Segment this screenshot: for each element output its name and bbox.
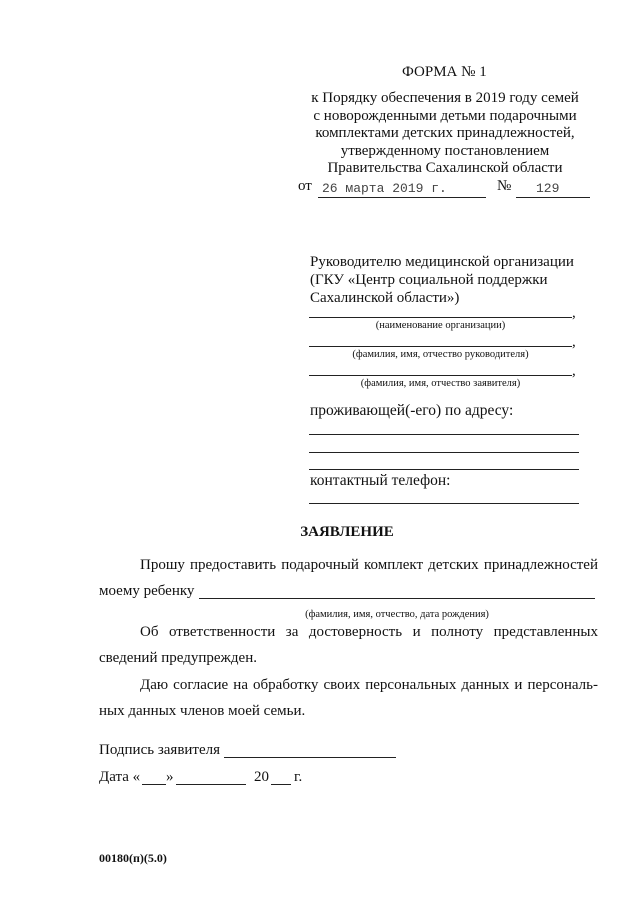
date-year-line[interactable] bbox=[271, 784, 291, 785]
date-year-suffix: г. bbox=[294, 769, 303, 785]
header-line-1: к Порядку обеспечения в 2019 году семей bbox=[311, 90, 579, 106]
header-line-4: утвержденному постановлением bbox=[340, 143, 550, 159]
from-label: от bbox=[298, 178, 312, 194]
document-code: 00180(п)(5.0) bbox=[99, 851, 167, 865]
order-number: 129 bbox=[536, 181, 560, 196]
responsibility-line-2: сведений предупрежден. bbox=[99, 650, 257, 666]
header-line-5: Правительства Сахалинской области bbox=[327, 160, 563, 176]
statement-title: ЗАЯВЛЕНИЕ bbox=[300, 524, 394, 540]
consent-line-1: Даю согласие на обработку своих персональных данных и персональ- bbox=[140, 677, 598, 693]
phone-line[interactable] bbox=[309, 503, 579, 504]
date-month-line[interactable] bbox=[176, 784, 246, 785]
address-label: проживающей(-его) по адресу: bbox=[310, 402, 514, 419]
order-date: 26 марта 2019 г. bbox=[322, 181, 447, 196]
date-prefix: Дата « bbox=[99, 769, 141, 785]
head-name-line[interactable] bbox=[309, 346, 572, 347]
head-name-comma: , bbox=[572, 334, 576, 350]
date-year-prefix: 20 bbox=[254, 769, 269, 785]
org-name-comma: , bbox=[572, 305, 576, 321]
signature-line[interactable] bbox=[224, 757, 396, 758]
request-paragraph-line-1: Прошу предоставить подарочный комплект детских принадлежностей bbox=[140, 557, 598, 573]
addressee-line-3: Сахалинской области») bbox=[310, 290, 460, 306]
head-name-caption: (фамилия, имя, отчество руководителя) bbox=[352, 349, 529, 360]
date-day-line[interactable] bbox=[142, 784, 166, 785]
header-line-3: комплектами детских принадлежностей, bbox=[315, 125, 575, 141]
applicant-name-comma: , bbox=[572, 363, 576, 379]
org-name-caption: (наименование организации) bbox=[375, 320, 506, 331]
applicant-name-line[interactable] bbox=[309, 375, 572, 376]
addressee-line-2: (ГКУ «Центр социальной поддержки bbox=[310, 272, 548, 288]
address-line-1[interactable] bbox=[309, 434, 579, 435]
consent-line-2: ных данных членов моей семьи. bbox=[99, 703, 306, 719]
org-name-line[interactable] bbox=[309, 317, 572, 318]
responsibility-line-1: Об ответственности за достоверность и полноту представленных bbox=[140, 624, 598, 640]
number-label: № bbox=[497, 178, 512, 194]
date-underline bbox=[318, 197, 486, 198]
child-info-line[interactable] bbox=[199, 598, 595, 599]
request-paragraph-line-2: моему ребенку bbox=[99, 583, 195, 599]
date-close-quote: » bbox=[166, 769, 174, 785]
phone-label: контактный телефон: bbox=[310, 472, 451, 489]
addressee-line-1: Руководителю медицинской организации bbox=[310, 254, 574, 270]
number-underline bbox=[516, 197, 590, 198]
applicant-name-caption: (фамилия, имя, отчество заявителя) bbox=[360, 378, 521, 389]
address-line-2[interactable] bbox=[309, 452, 579, 453]
signature-label: Подпись заявителя bbox=[99, 742, 221, 758]
header-line-2: с новорожденными детьми подарочными bbox=[313, 108, 577, 124]
child-info-caption: (фамилия, имя, отчество, дата рождения) bbox=[305, 609, 489, 620]
address-line-3[interactable] bbox=[309, 469, 579, 470]
